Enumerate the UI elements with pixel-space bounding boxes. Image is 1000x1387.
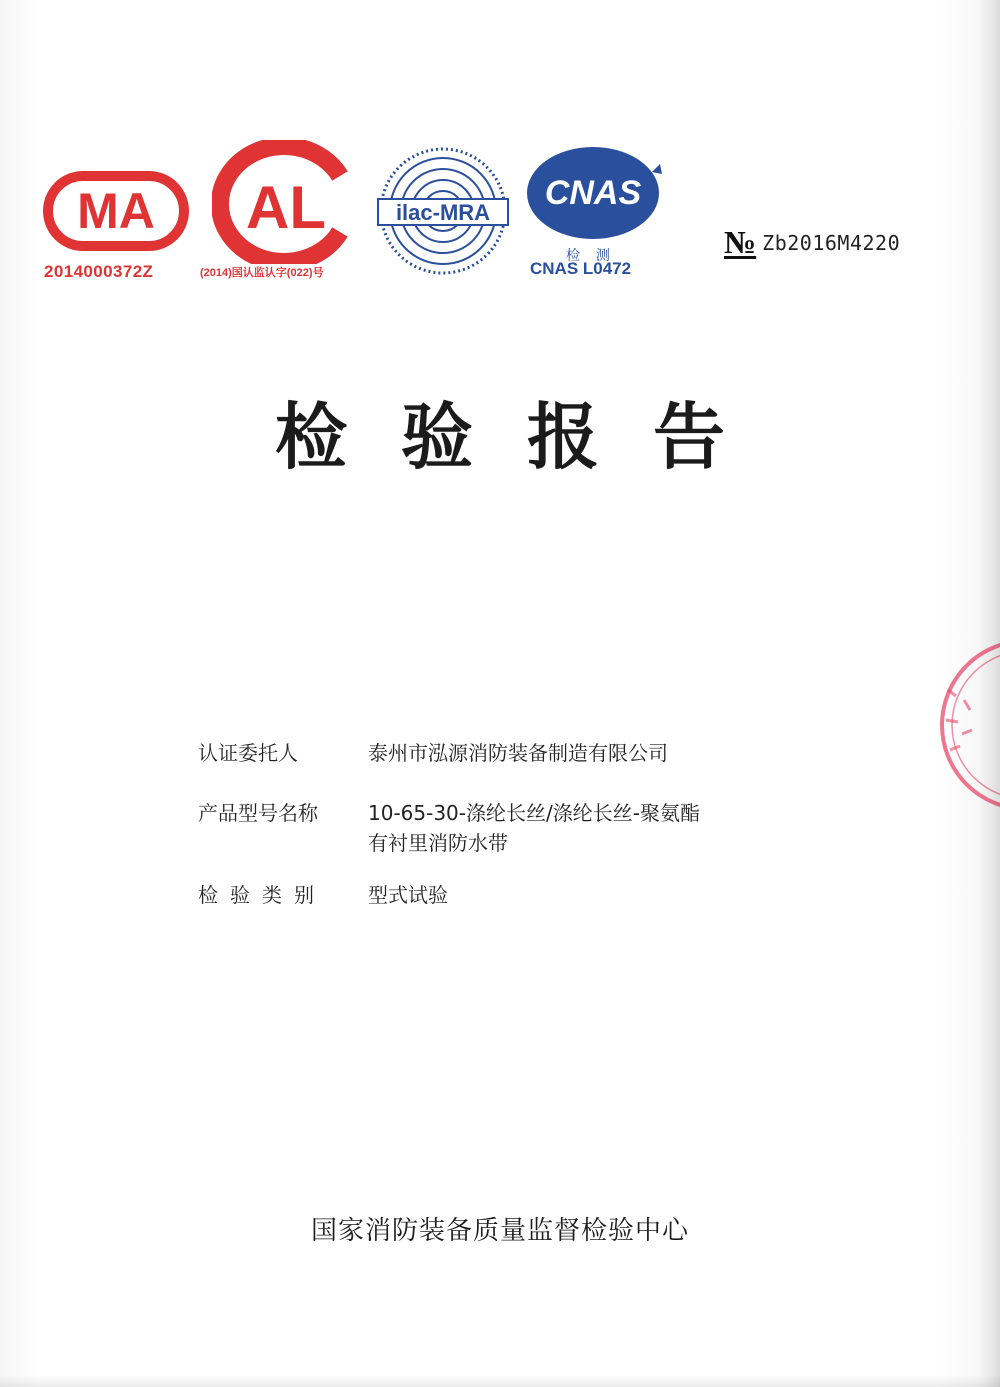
report-number-value: Zb2016M4220: [762, 230, 901, 255]
report-number: [724, 224, 900, 261]
field-value-test-type: 型式试验: [368, 883, 448, 907]
issuing-organization: 国家消防装备质量监督检验中心: [310, 1216, 689, 1246]
field-value-product-line1: 10-65-30-涤纶长丝/涤纶长丝-聚氨酯: [368, 801, 700, 825]
field-value-client: 泰州市泓源消防装备制造有限公司: [368, 741, 668, 765]
cal-number: (2014)国认监认字(022)号: [200, 267, 324, 279]
ilac-mra-logo: [374, 144, 512, 278]
ilac-mra-logo-text: ilac-MRA: [395, 200, 491, 225]
cnas-logo-text: CNAS: [544, 174, 642, 212]
cal-logo: [212, 140, 358, 264]
cma-number: 2014000372Z: [44, 262, 154, 281]
cma-logo-text: MA: [77, 183, 155, 239]
field-value-product-line2: 有衬里消防水带: [368, 831, 508, 855]
cnas-number: CNAS L0472: [530, 259, 632, 278]
field-label-product: 产品型号名称: [198, 801, 318, 825]
number-sign: №: [724, 224, 757, 260]
field-row-test-type: [198, 880, 448, 910]
cnas-logo: [520, 142, 666, 244]
cal-logo-text: AL: [246, 174, 326, 241]
cnas-sub-label: 检 测: [566, 247, 616, 263]
field-row-product: [198, 798, 700, 858]
field-value-product: [368, 798, 700, 858]
report-title: 检验报告: [274, 395, 779, 479]
field-row-client: [198, 738, 668, 768]
page-bottom-shadow: [0, 1375, 1000, 1387]
field-label-test-type: 检验类别: [198, 883, 326, 907]
field-label-client: 认证委托人: [198, 741, 298, 765]
cma-logo: [42, 170, 190, 252]
page-edge-shadow: [978, 0, 1000, 1387]
